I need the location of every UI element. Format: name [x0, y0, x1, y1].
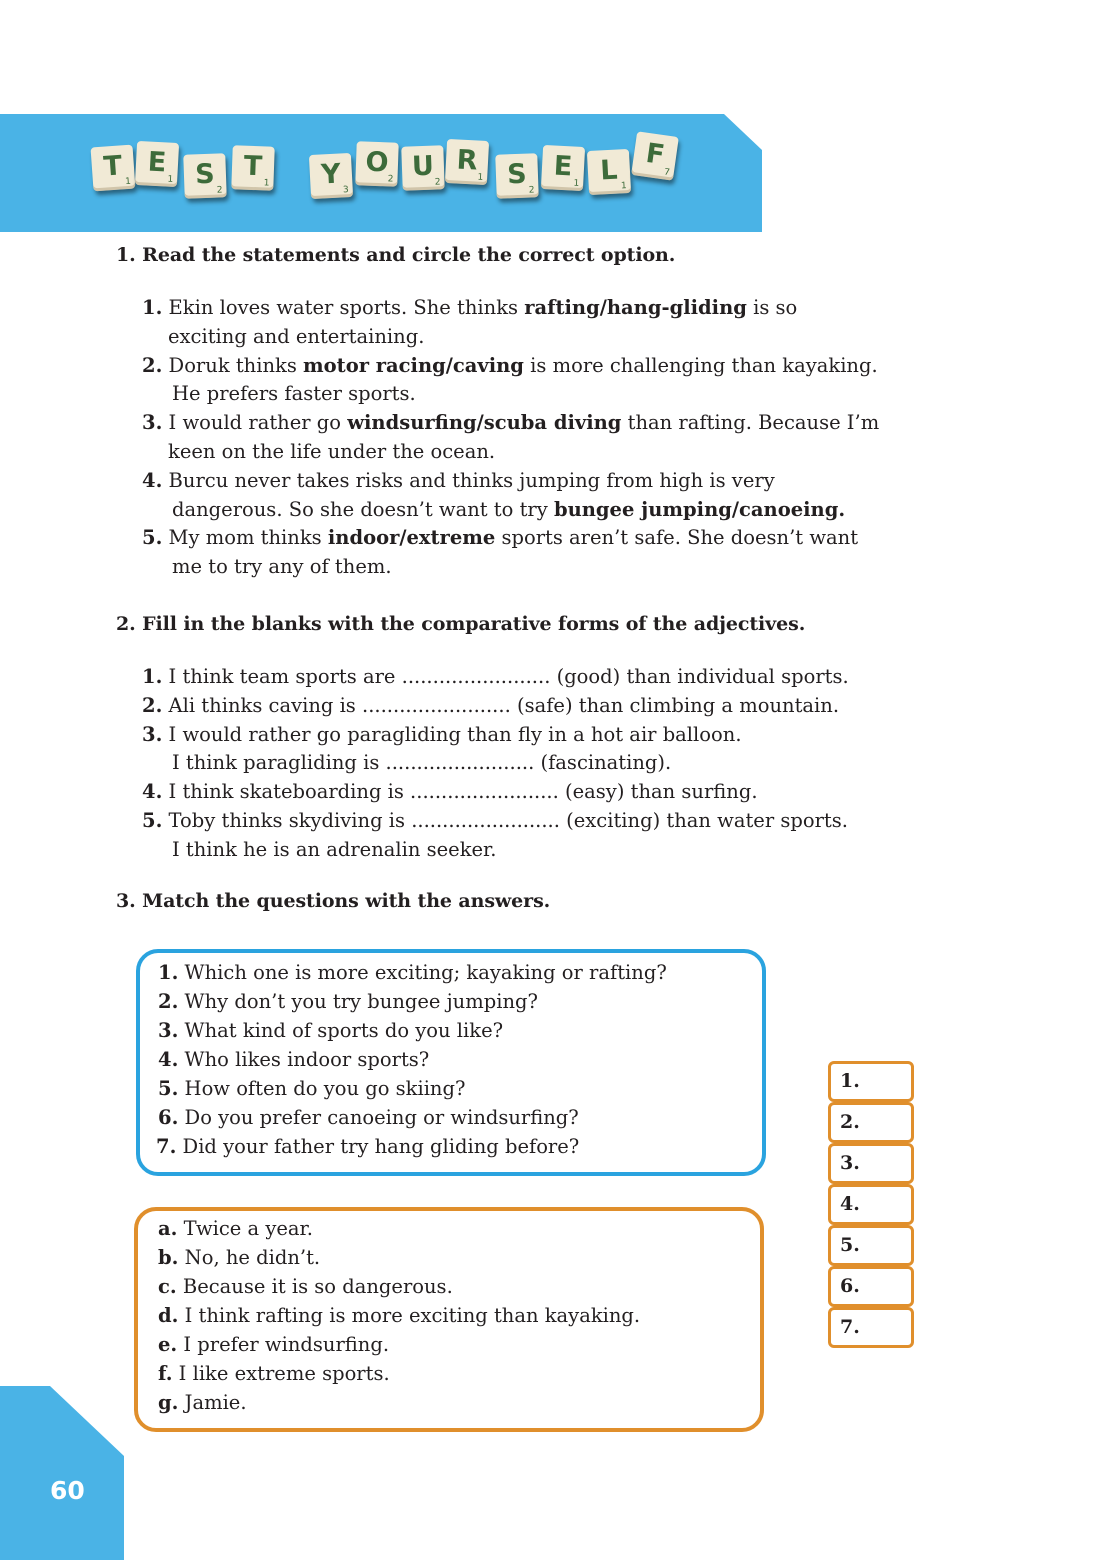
- tile-score: 1: [263, 178, 270, 189]
- tile-score: 3: [342, 185, 350, 196]
- answer-box-4[interactable]: 4.: [828, 1184, 914, 1225]
- item-continuation[interactable]: I think paragliding is ........................ (fascinating).: [172, 751, 672, 775]
- tile-letter: S: [506, 158, 528, 191]
- answer-item: [158, 1214, 640, 1243]
- question-item: [156, 1132, 667, 1161]
- item-number: 1.: [158, 961, 179, 984]
- item-number: 3.: [142, 411, 163, 435]
- item-number: 5.: [142, 526, 163, 550]
- answer-box-1[interactable]: 1.: [828, 1061, 914, 1102]
- question-item: [158, 1074, 667, 1103]
- title-tile: [631, 131, 679, 180]
- tile-letter: R: [455, 144, 479, 177]
- page-number: 60: [50, 1476, 85, 1505]
- answer-item: [158, 1330, 640, 1359]
- list-item: [142, 807, 849, 836]
- item-number: 7.: [156, 1135, 177, 1158]
- exercise-2-list: [142, 663, 849, 865]
- answer-item: [158, 1388, 640, 1417]
- page-corner: [0, 1386, 124, 1560]
- item-number: 4.: [142, 468, 163, 492]
- answer-item: [158, 1359, 640, 1388]
- tile-letter: E: [553, 150, 574, 183]
- item-text: than rafting. Because I’m: [621, 411, 880, 435]
- list-item: [142, 778, 849, 807]
- question-item: [158, 987, 667, 1016]
- item-continuation: exciting and entertaining.: [168, 324, 425, 348]
- title-tile: [587, 149, 631, 195]
- tile-score: 2: [528, 185, 535, 196]
- circle-option[interactable]: rafting/hang-gliding: [524, 296, 747, 319]
- question-item: [158, 1103, 667, 1132]
- item-text: I prefer windsurfing.: [177, 1333, 390, 1356]
- tile-letter: F: [643, 137, 667, 172]
- answer-item: [158, 1272, 640, 1301]
- title-tile: [541, 145, 585, 191]
- item-text: Which one is more exciting; kayaking or rafting?: [178, 961, 667, 984]
- item-text: Did your father try hang gliding before?: [176, 1135, 580, 1158]
- title-tile: [91, 145, 136, 192]
- list-item: [142, 294, 879, 323]
- item-text: Ekin loves water sports. She thinks: [162, 296, 525, 319]
- tile-score: 1: [167, 174, 174, 185]
- item-letter: g.: [158, 1391, 179, 1414]
- tile-score: 1: [620, 181, 628, 192]
- item-number: 6.: [158, 1106, 179, 1129]
- item-text: No, he didn’t.: [178, 1246, 321, 1269]
- exercise-1-list: [142, 294, 879, 582]
- item-letter: b.: [158, 1246, 179, 1269]
- tile-score: 1: [124, 176, 132, 188]
- item-text[interactable]: I think skateboarding is ........................ (easy) than surfing.: [162, 780, 758, 804]
- item-text: Why don’t you try bungee jumping?: [178, 990, 538, 1013]
- answer-box-7[interactable]: 7.: [828, 1307, 914, 1348]
- item-text: Jamie.: [178, 1391, 247, 1414]
- title-tiles: [88, 126, 708, 226]
- question-item: [158, 958, 667, 987]
- item-text: Doruk thinks: [162, 353, 304, 377]
- answer-item: [158, 1301, 640, 1330]
- answers-list: [158, 1214, 640, 1417]
- item-number: 2.: [158, 990, 179, 1013]
- item-number: 2.: [142, 353, 163, 377]
- exercise-2-heading: 2. Fill in the blanks with the comparative forms of the adjectives.: [116, 613, 806, 635]
- list-item: [142, 721, 849, 750]
- tile-score: 2: [216, 185, 223, 196]
- item-text: Twice a year.: [177, 1217, 313, 1240]
- item-text: Because it is so dangerous.: [176, 1275, 453, 1298]
- question-item: [158, 1045, 667, 1074]
- tile-letter: U: [411, 150, 435, 183]
- tile-letter: S: [194, 158, 216, 191]
- tile-score: 1: [477, 172, 484, 183]
- item-letter: f.: [158, 1362, 173, 1385]
- item-text[interactable]: I think team sports are ........................ (good) than individual sports.: [162, 665, 849, 688]
- item-number: 1.: [142, 296, 163, 319]
- item-text[interactable]: Toby thinks skydiving is ........................ (exciting) than water sports.: [162, 808, 848, 832]
- answer-box-2[interactable]: 2.: [828, 1102, 914, 1143]
- tile-letter: L: [599, 154, 619, 187]
- tile-letter: O: [365, 146, 390, 179]
- item-text: I like extreme sports.: [172, 1362, 390, 1385]
- item-text: dangerous. So she doesn’t want to try: [172, 497, 554, 521]
- item-text: is more challenging than kayaking.: [523, 353, 878, 377]
- answer-box-3[interactable]: 3.: [828, 1143, 914, 1184]
- item-number: 1.: [142, 665, 163, 688]
- item-letter: a.: [158, 1217, 178, 1240]
- title-tile: [183, 153, 227, 198]
- list-item: [142, 663, 849, 692]
- item-number: 3.: [142, 722, 163, 746]
- item-number: 5.: [142, 808, 163, 832]
- tile-score: 2: [387, 174, 394, 185]
- item-letter: c.: [158, 1275, 177, 1298]
- exercise-3-heading: 3. Match the questions with the answers.: [116, 890, 551, 912]
- item-text: What kind of sports do you like?: [178, 1019, 504, 1042]
- tile-score: 2: [434, 177, 441, 188]
- item-letter: e.: [158, 1333, 178, 1356]
- tile-letter: E: [147, 146, 168, 179]
- item-number: 2.: [142, 693, 163, 717]
- item-continuation: He prefers faster sports.: [172, 382, 416, 406]
- title-tile: [231, 145, 275, 190]
- item-number: 4.: [158, 1048, 179, 1071]
- item-continuation: I think he is an adrenalin seeker.: [172, 837, 497, 861]
- title-tile: [135, 141, 179, 187]
- item-text: Do you prefer canoeing or windsurfing?: [178, 1106, 579, 1129]
- item-continuation: [142, 496, 879, 525]
- circle-option[interactable]: bungee jumping/canoeing.: [553, 497, 846, 521]
- list-item: [142, 692, 849, 721]
- item-text: How often do you go skiing?: [178, 1077, 466, 1100]
- tile-letter: T: [102, 150, 124, 183]
- item-text: I would rather go: [162, 411, 348, 435]
- tile-score: 1: [573, 178, 580, 189]
- circle-option[interactable]: indoor/extreme: [327, 526, 496, 550]
- item-continuation: keen on the life under the ocean.: [168, 439, 496, 463]
- circle-option[interactable]: motor racing/caving: [303, 353, 524, 377]
- item-text: Burcu never takes risks and thinks jumping from high is very: [162, 468, 775, 492]
- title-tile: [355, 141, 399, 186]
- item-number: 3.: [158, 1019, 179, 1042]
- answer-box-6[interactable]: 6.: [828, 1266, 914, 1307]
- exercise-1-heading: 1. Read the statements and circle the correct option.: [116, 244, 676, 266]
- list-item: [142, 524, 879, 553]
- item-text: I would rather go paragliding than fly in a hot air balloon.: [162, 722, 742, 746]
- question-item: [158, 1016, 667, 1045]
- answer-boxes: [828, 1061, 914, 1348]
- item-text[interactable]: Ali thinks caving is ........................ (safe) than climbing a mountain.: [162, 693, 840, 717]
- questions-list: [158, 958, 667, 1161]
- title-tile: [309, 153, 353, 199]
- answer-item: [158, 1243, 640, 1272]
- item-text: sports aren’t safe. She doesn’t want: [495, 526, 859, 550]
- title-tile: [445, 139, 489, 185]
- tile-score: 7: [663, 167, 671, 179]
- item-text: Who likes indoor sports?: [178, 1048, 430, 1071]
- list-item: [142, 352, 879, 381]
- item-number: 5.: [158, 1077, 179, 1100]
- item-text: I think rafting is more exciting than kayaking.: [178, 1304, 641, 1327]
- item-text: My mom thinks: [162, 526, 328, 550]
- list-item: [142, 467, 879, 496]
- item-number: 4.: [142, 780, 163, 804]
- title-tile: [401, 145, 445, 190]
- answer-box-5[interactable]: 5.: [828, 1225, 914, 1266]
- tile-letter: T: [243, 150, 263, 183]
- item-continuation: me to try any of them.: [172, 555, 392, 579]
- title-tile: [495, 153, 539, 198]
- circle-option[interactable]: windsurfing/scuba diving: [347, 411, 622, 435]
- item-text: is so: [746, 296, 798, 319]
- item-letter: d.: [158, 1304, 179, 1327]
- list-item: [142, 409, 879, 438]
- tile-letter: Y: [320, 158, 342, 191]
